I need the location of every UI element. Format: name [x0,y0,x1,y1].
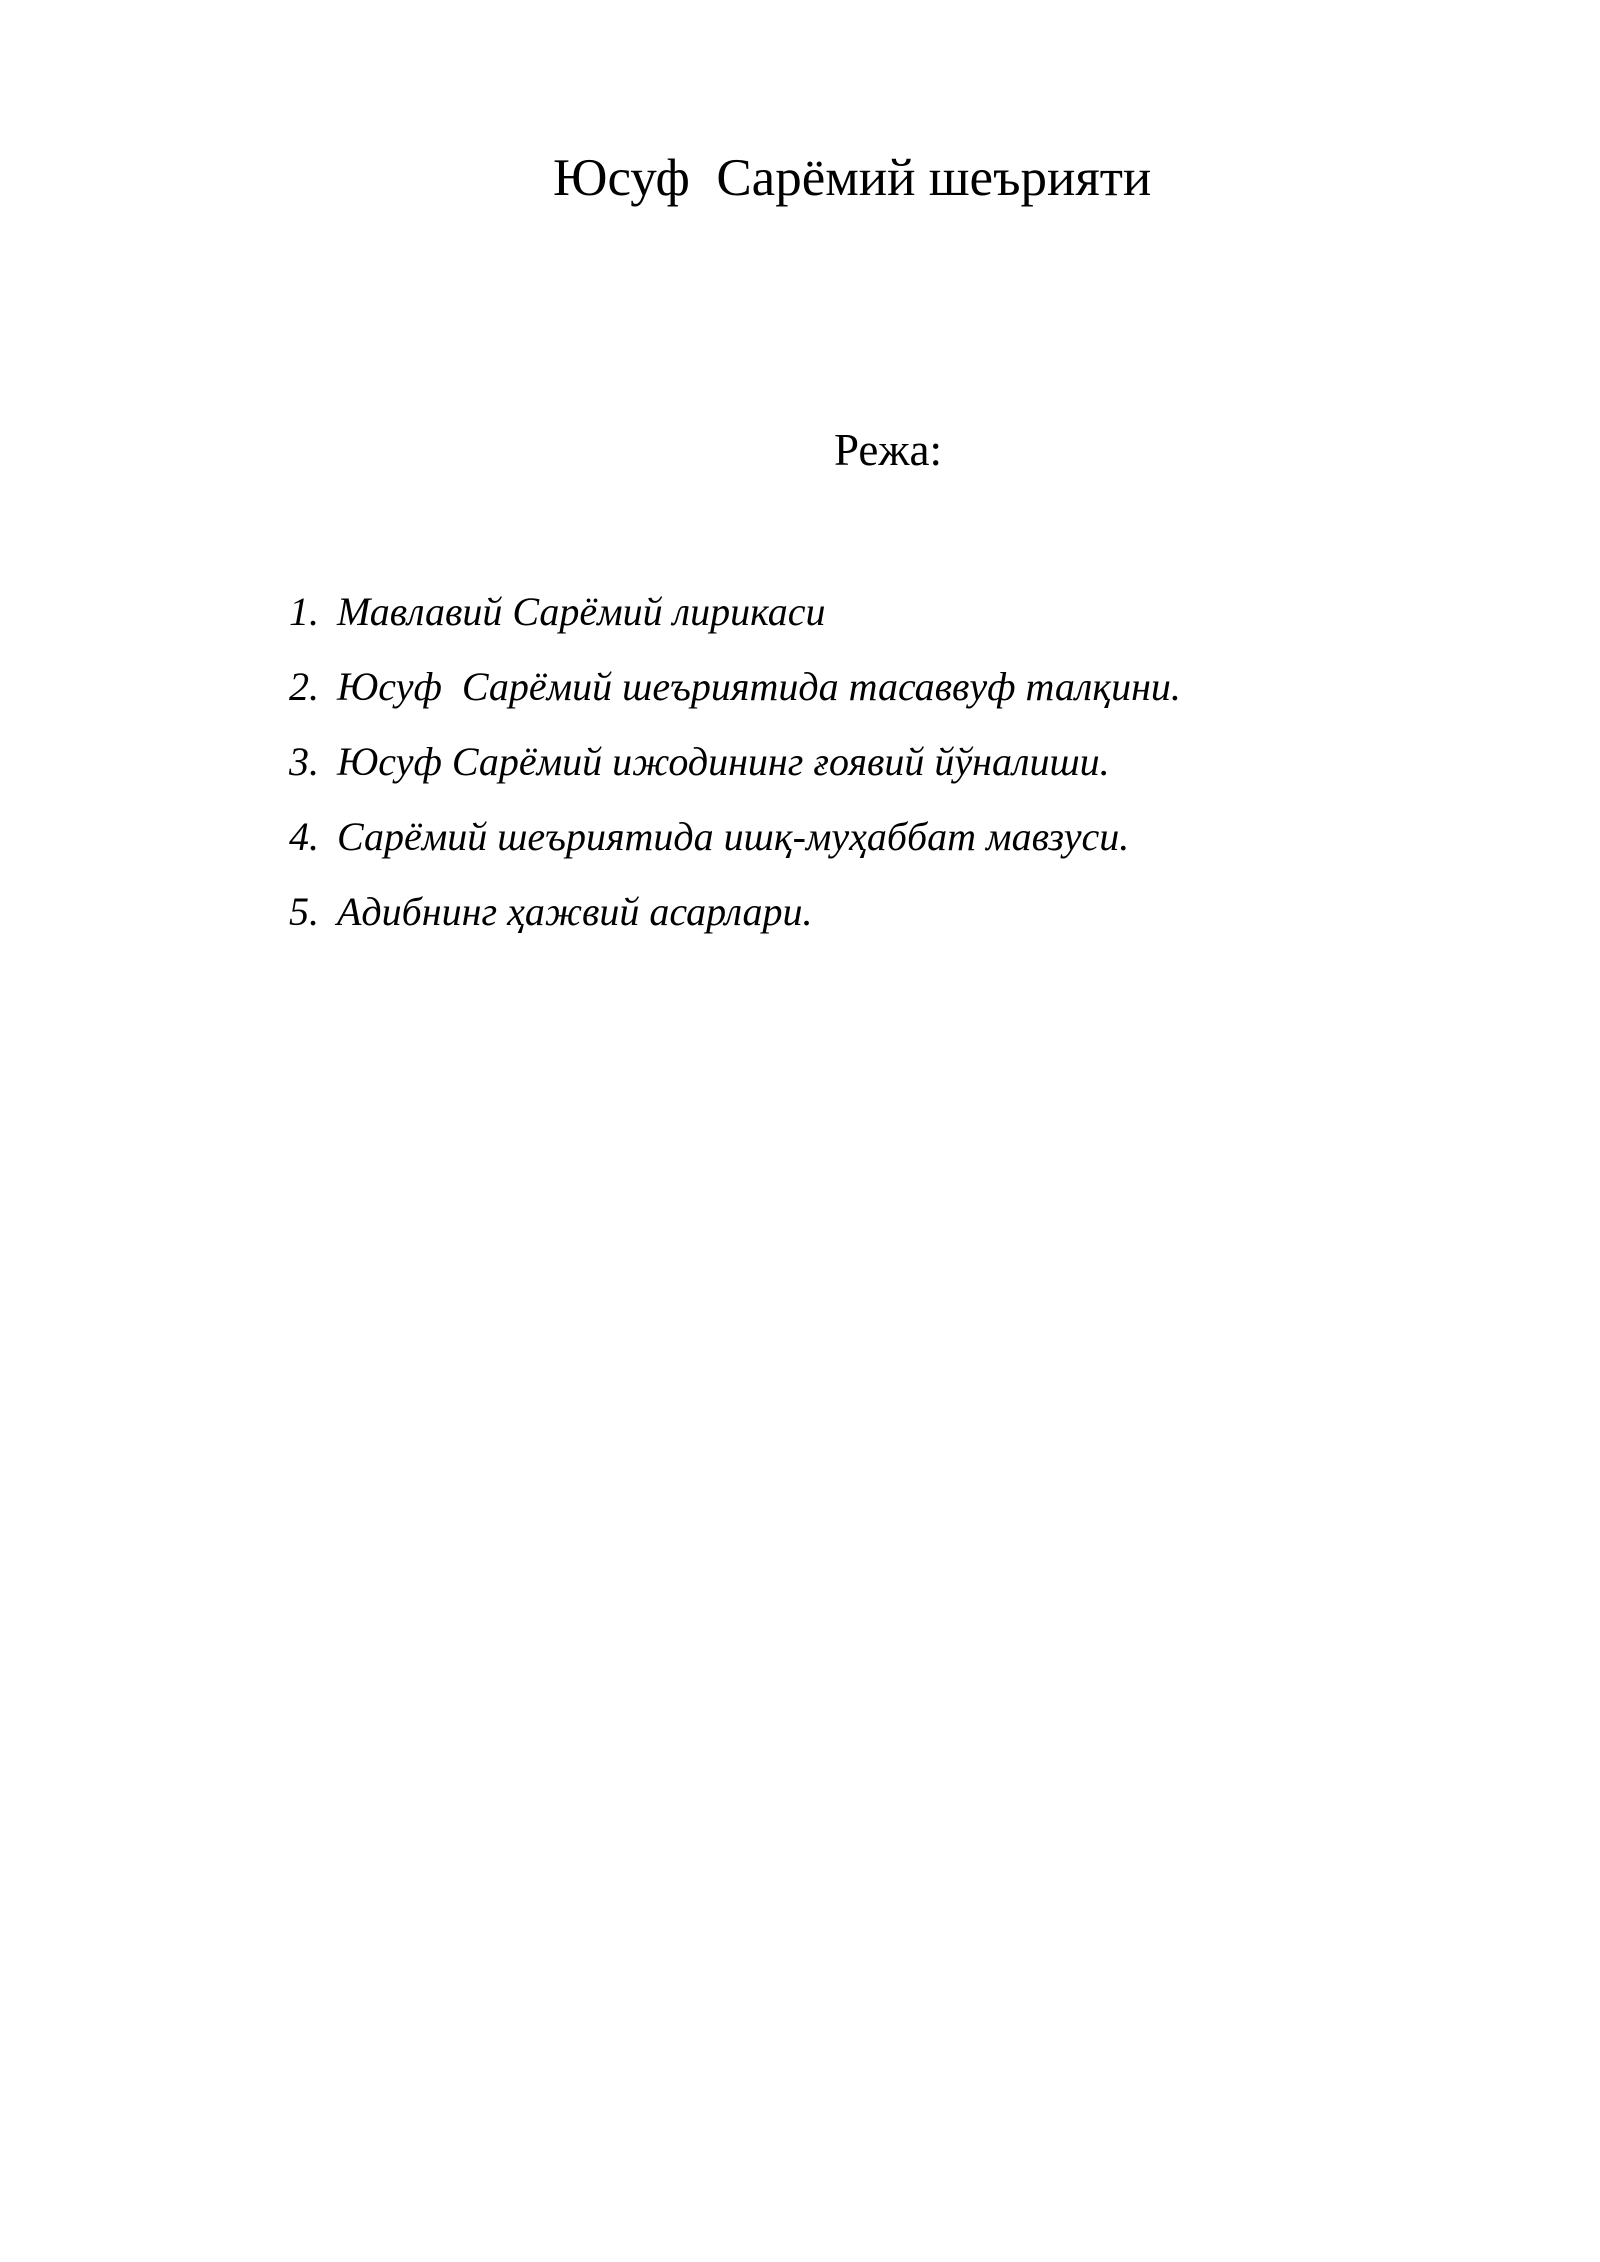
plan-item [289,814,1181,892]
plan-item [289,589,1181,667]
plan-item-text: Юсуф Сарёмий шеъриятида тасаввуф талқини. [337,664,1181,709]
plan-item-number: 3. [289,739,319,784]
document-title: Юсуф Сарёмий шеърияти [553,149,1152,207]
plan-item-number: 2. [289,664,319,709]
plan-item-number: 5. [289,889,319,934]
plan-heading: Режа: [834,425,942,475]
plan-list [289,589,1181,967]
plan-item-number: 1. [289,589,319,634]
plan-item-text: Сарёмий шеъриятида ишқ-муҳаббат мавзуси. [337,814,1130,859]
plan-item-text: Адибнинг ҳажвий асарлари. [337,889,813,934]
plan-item-number: 4. [289,814,319,859]
plan-item-text: Мавлавий Сарёмий лирикаси [337,589,826,634]
plan-item [289,889,1181,967]
plan-item [289,739,1181,817]
plan-item [289,664,1181,742]
plan-item-text: Юсуф Сарёмий ижодининг ғоявий йўналиши. [337,739,1110,784]
